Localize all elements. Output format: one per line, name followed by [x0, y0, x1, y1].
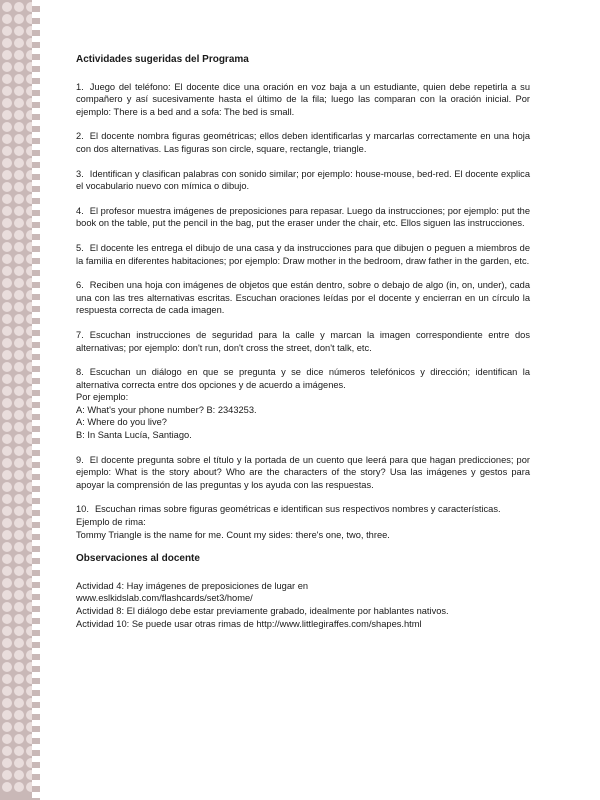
activity-number: 3. — [76, 168, 84, 179]
activity-item — [76, 130, 530, 155]
activity-item — [76, 242, 530, 267]
strip-cell — [2, 230, 12, 240]
strip-cell — [2, 206, 12, 216]
strip-cell — [14, 494, 24, 504]
strip-cell — [2, 110, 12, 120]
strip-cell — [2, 62, 12, 72]
strip-cell — [2, 470, 12, 480]
strip-cell — [14, 482, 24, 492]
strip-cell — [2, 578, 12, 588]
strip-cell — [14, 434, 24, 444]
activity-text: Identifican y clasifican palabras con sonido similar; por ejemplo: house-mouse, bed-red. El docente explica el vocabulario nuevo con mímica o dibujo. — [76, 168, 530, 192]
activity-item — [76, 366, 530, 442]
strip-cell — [14, 410, 24, 420]
activity-item — [76, 329, 530, 354]
strip-cell — [2, 2, 12, 12]
strip-cell — [2, 650, 12, 660]
strip-cell — [2, 278, 12, 288]
strip-cell — [14, 650, 24, 660]
activity-item — [76, 454, 530, 492]
strip-cell — [14, 38, 24, 48]
activity-text: El docente les entrega el dibujo de una casa y da instrucciones para que dibujen o peguen a miembros de la familia en diferentes habitaciones; por ejemplo: Draw mother in the bedroom, draw father in the garden, etc. — [76, 242, 530, 266]
strip-cell — [14, 26, 24, 36]
strip-cell — [2, 134, 12, 144]
activity-number: 5. — [76, 242, 84, 253]
strip-cell — [2, 374, 12, 384]
strip-cell — [14, 158, 24, 168]
strip-cell — [2, 710, 12, 720]
activity-item — [76, 81, 530, 119]
strip-cell — [2, 302, 12, 312]
strip-cell — [2, 662, 12, 672]
strip-cell — [14, 770, 24, 780]
strip-cell — [14, 578, 24, 588]
strip-cell — [14, 614, 24, 624]
strip-cell — [2, 98, 12, 108]
strip-cell — [14, 362, 24, 372]
strip-cell — [2, 146, 12, 156]
strip-cell — [2, 602, 12, 612]
activity-example-line: Tommy Triangle is the name for me. Count my sides: there's one, two, three. — [76, 529, 390, 540]
strip-cell — [14, 542, 24, 552]
strip-cell — [2, 434, 12, 444]
strip-cell — [14, 314, 24, 324]
strip-cell — [2, 362, 12, 372]
strip-cell — [2, 122, 12, 132]
activity-text: Escuchan rimas sobre figuras geométricas e identifican sus respectivos nombres y características. — [94, 504, 501, 515]
strip-cell — [14, 758, 24, 768]
strip-cell — [2, 446, 12, 456]
strip-cell — [14, 566, 24, 576]
document-body — [76, 54, 530, 630]
strip-cell — [2, 542, 12, 552]
activity-number: 9. — [76, 454, 84, 465]
activity-example-line: Ejemplo de rima: — [76, 517, 146, 528]
strip-cell — [14, 146, 24, 156]
strip-cell — [2, 482, 12, 492]
strip-cell — [14, 626, 24, 636]
strip-cell — [2, 590, 12, 600]
activity-text: Escuchan un diálogo en que se pregunta y se dice números telefónicos y dirección; identifican la alternativa correcta entre dos opciones y de acuerdo a imágenes. — [76, 367, 530, 390]
activity-text: Escuchan instrucciones de seguridad para la calle y marcan la imagen correspondiente entre dos alternativas; por ejemplo: don't run, don't cross the street, don't talk, etc. — [76, 329, 530, 353]
strip-cell — [2, 254, 12, 264]
strip-cell — [14, 662, 24, 672]
activity-text: Juego del teléfono: El docente dice una oración en voz baja a un estudiante, quien debe repetirla a su compañero y así sucesivamente hasta el último de la fila; luego las comparan con la oración inicial. Por ejemplo: There is a bed and a sofa: The bed is small. — [76, 81, 530, 117]
observations-notes — [76, 580, 530, 630]
strip-cell — [14, 14, 24, 24]
strip-cell — [14, 422, 24, 432]
strip-cell — [14, 374, 24, 384]
strip-cell — [2, 182, 12, 192]
strip-cell — [14, 638, 24, 648]
strip-cell — [14, 50, 24, 60]
strip-cell — [14, 302, 24, 312]
strip-cell — [14, 470, 24, 480]
strip-cell — [14, 98, 24, 108]
strip-cell — [14, 722, 24, 732]
activity-number: 7. — [76, 329, 84, 340]
strip-cell — [2, 698, 12, 708]
activity-text: El profesor muestra imágenes de preposiciones para repasar. Luego da instrucciones; por ejemplo: put the book on the table, put the pencil in the bag, put the eraser under the chair, etc. Ellos siguen las instrucciones. — [76, 205, 530, 229]
activity-item — [76, 168, 530, 193]
strip-cell — [2, 626, 12, 636]
strip-cell — [14, 134, 24, 144]
strip-cell — [2, 38, 12, 48]
strip-cell — [2, 158, 12, 168]
strip-cell — [14, 674, 24, 684]
strip-cell — [14, 734, 24, 744]
strip-cell — [14, 194, 24, 204]
strip-cell — [2, 530, 12, 540]
activity-example-line: A: Where do you live? — [76, 417, 167, 428]
strip-cell — [14, 506, 24, 516]
strip-cell — [2, 770, 12, 780]
strip-cell — [14, 350, 24, 360]
activity-number: 4. — [76, 205, 84, 216]
strip-cell — [2, 410, 12, 420]
strip-cell — [14, 74, 24, 84]
strip-cell — [14, 782, 24, 792]
strip-cell — [14, 230, 24, 240]
strip-cell — [2, 170, 12, 180]
strip-cell — [2, 26, 12, 36]
strip-cell — [14, 686, 24, 696]
strip-cell — [2, 638, 12, 648]
strip-cell — [2, 194, 12, 204]
strip-cell — [2, 50, 12, 60]
activity-number: 6. — [76, 280, 84, 291]
strip-cell — [14, 110, 24, 120]
strip-cell — [2, 734, 12, 744]
strip-cell — [2, 290, 12, 300]
strip-cell — [14, 254, 24, 264]
strip-cell — [2, 398, 12, 408]
strip-cell — [14, 206, 24, 216]
strip-cell — [2, 554, 12, 564]
activity-example-line: B: In Santa Lucía, Santiago. — [76, 430, 192, 441]
strip-cell — [2, 566, 12, 576]
strip-cell — [14, 86, 24, 96]
strip-cell — [14, 290, 24, 300]
observation-note: Actividad 10: Se puede usar otras rimas de http://www.littlegiraffes.com/shapes.html — [76, 618, 422, 629]
activity-example-line: A: What's your phone number? B: 2343253. — [76, 404, 257, 415]
strip-cell — [2, 266, 12, 276]
strip-cell — [2, 758, 12, 768]
strip-perforated-edge — [32, 0, 40, 800]
activity-number: 10. — [76, 504, 89, 515]
activity-number: 1. — [76, 81, 84, 92]
strip-cell — [14, 182, 24, 192]
strip-cell — [2, 218, 12, 228]
activity-item — [76, 205, 530, 230]
activity-example-line: Por ejemplo: — [76, 392, 129, 403]
strip-cell — [14, 266, 24, 276]
strip-cell — [2, 782, 12, 792]
strip-cell — [2, 14, 12, 24]
strip-cell — [14, 218, 24, 228]
observation-note: Actividad 8: El diálogo debe estar previamente grabado, idealmente por hablantes nativos. — [76, 606, 449, 616]
strip-cell — [14, 122, 24, 132]
strip-cell — [2, 338, 12, 348]
strip-cell — [14, 458, 24, 468]
decorative-side-strip — [0, 0, 40, 800]
strip-cell — [14, 446, 24, 456]
observation-note: www.eslkidslab.com/flashcards/set3/home/ — [76, 593, 253, 604]
activity-item — [76, 279, 530, 317]
strip-cell — [2, 746, 12, 756]
strip-cell — [14, 602, 24, 612]
strip-cell — [2, 422, 12, 432]
activity-item — [76, 503, 530, 541]
activity-list — [76, 81, 530, 542]
strip-cell — [14, 386, 24, 396]
strip-cell — [14, 518, 24, 528]
strip-cell — [14, 170, 24, 180]
strip-cell — [14, 554, 24, 564]
strip-cell — [14, 326, 24, 336]
activity-text: Reciben una hoja con imágenes de objetos que están dentro, sobre o debajo de algo (in, on, under), cada una con las tres alternativas escritas. Escuchan oraciones leídas por el docente y encierran en un círculo la respuesta correcta de cada imagen. — [76, 280, 530, 316]
strip-cell — [2, 506, 12, 516]
page-title: Actividades sugeridas del Programa — [76, 54, 249, 65]
strip-cell — [14, 698, 24, 708]
strip-cell — [14, 746, 24, 756]
activity-text: El docente nombra figuras geométricas; ellos deben identificarlas y marcarlas correctamente en una hoja con dos alternativas. Las figuras son circle, square, rectangle, triangle. — [76, 131, 530, 154]
strip-cell — [14, 338, 24, 348]
strip-cell — [2, 674, 12, 684]
strip-cell — [14, 242, 24, 252]
strip-cell — [14, 530, 24, 540]
strip-cell — [14, 62, 24, 72]
activity-text: El docente pregunta sobre el título y la portada de un cuento que leerá para que hagan predicciones; por ejemplo: What is the story about? Who are the characters of the story? Usa las imágenes y gestos para apoyar la comprensión de las preguntas y los ayuda con las respuestas. — [76, 454, 530, 490]
strip-cell — [2, 86, 12, 96]
activity-number: 8. — [76, 367, 84, 378]
strip-cell — [14, 710, 24, 720]
observation-note: Actividad 4: Hay imágenes de preposiciones de lugar en — [76, 580, 309, 591]
strip-cell — [2, 314, 12, 324]
strip-cell — [2, 74, 12, 84]
strip-cell — [2, 494, 12, 504]
strip-cell — [2, 350, 12, 360]
strip-cell — [14, 2, 24, 12]
strip-cell — [2, 242, 12, 252]
strip-cell — [14, 590, 24, 600]
strip-cell — [2, 458, 12, 468]
activity-number: 2. — [76, 131, 84, 142]
strip-cell — [14, 278, 24, 288]
strip-cell — [2, 614, 12, 624]
strip-cell — [2, 326, 12, 336]
observations-title: Observaciones al docente — [76, 553, 200, 565]
strip-cell — [2, 722, 12, 732]
strip-cell — [14, 398, 24, 408]
strip-cell — [2, 386, 12, 396]
strip-cell — [2, 686, 12, 696]
strip-cell — [2, 518, 12, 528]
